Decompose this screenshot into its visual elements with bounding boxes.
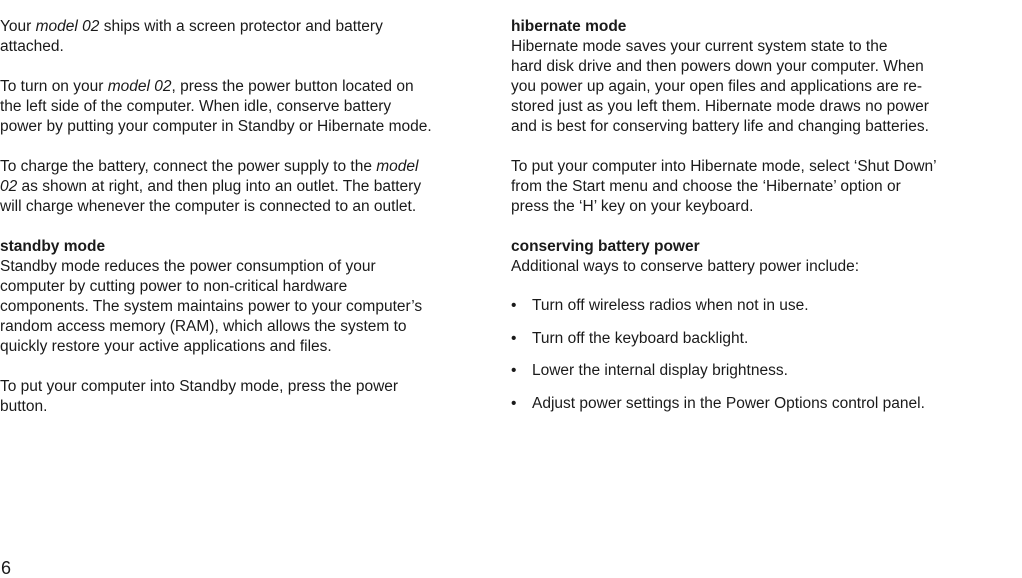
list-item-text: Adjust power settings in the Power Options control panel. <box>532 394 925 412</box>
hibernate-instruction-line: from the Start menu and choose the ‘Hibernate’ option or <box>511 178 901 195</box>
list-item <box>511 361 1001 381</box>
turn-on-paragraph <box>0 77 478 137</box>
hibernate-instruction-line: To put your computer into Hibernate mode, select ‘Shut Down’ <box>511 158 937 175</box>
left-column <box>0 17 478 417</box>
model-name: model 02 <box>107 78 172 95</box>
standby-instruction-line: To put your computer into Standby mode, press the power <box>0 378 399 395</box>
standby-instruction-line: button. <box>0 398 48 415</box>
charge-text-a: To charge the battery, connect the power supply to the <box>0 158 377 175</box>
hibernate-line: you power up again, your open files and applications are re- <box>511 78 923 95</box>
page-number: 6 <box>1 558 12 578</box>
list-item-text: Lower the internal display brightness. <box>532 362 788 379</box>
hibernate-line: Hibernate mode saves your current system state to the <box>511 38 888 55</box>
model-name: model <box>376 158 419 175</box>
turn-on-text-a: To turn on your <box>0 78 108 95</box>
turn-on-line-1 <box>0 77 478 97</box>
conserving-list <box>511 296 1001 414</box>
hibernate-heading: hibernate mode <box>511 18 627 35</box>
right-column <box>511 17 1001 426</box>
hibernate-line: and is best for conserving battery life and changing batteries. <box>511 118 929 135</box>
intro-text-a: Your <box>0 18 36 35</box>
hibernate-line: stored just as you left them. Hibernate mode draws no power <box>511 98 929 115</box>
conserving-intro: Additional ways to conserve battery power include: <box>511 258 860 275</box>
turn-on-line-3: power by putting your computer in Standby or Hibernate mode. <box>0 118 432 135</box>
hibernate-section <box>511 17 1001 137</box>
model-name: 02 <box>0 178 18 195</box>
standby-line: random access memory (RAM), which allows the system to <box>0 318 407 335</box>
bullet-icon: • <box>511 297 517 314</box>
bullet-icon: • <box>511 394 517 412</box>
standby-line: components. The system maintains power to your computer’s <box>0 298 423 315</box>
standby-section <box>0 237 478 357</box>
list-item <box>511 394 1001 414</box>
model-name: model 02 <box>35 18 100 35</box>
intro-text-b: ships with a screen protector and battery <box>99 18 383 35</box>
standby-instruction <box>0 377 478 417</box>
standby-heading: standby mode <box>0 238 106 255</box>
bullet-icon: • <box>511 329 517 347</box>
standby-line: computer by cutting power to non-critical hardware <box>0 278 348 295</box>
turn-on-text-b: , press the power button located on <box>171 78 414 95</box>
standby-line: quickly restore your active applications and files. <box>0 338 332 355</box>
charge-line-2 <box>0 177 478 197</box>
standby-line: Standby mode reduces the power consumption of your <box>0 258 376 275</box>
charge-paragraph <box>0 157 478 217</box>
list-item-text: Turn off the keyboard backlight. <box>532 329 749 347</box>
list-item <box>511 329 1001 349</box>
conserving-section <box>511 237 1001 277</box>
charge-line-1 <box>0 157 478 177</box>
charge-line-3: will charge whenever the computer is connected to an outlet. <box>0 198 417 215</box>
hibernate-line: hard disk drive and then powers down your computer. When <box>511 58 924 75</box>
list-item <box>511 296 1001 316</box>
conserving-heading: conserving battery power <box>511 238 700 255</box>
turn-on-line-2: the left side of the computer. When idle, conserve battery <box>0 98 392 115</box>
intro-paragraph <box>0 17 478 57</box>
hibernate-instruction <box>511 157 1001 217</box>
intro-line-2: attached. <box>0 38 64 55</box>
hibernate-instruction-line: press the ‘H’ key on your keyboard. <box>511 198 754 215</box>
list-item-text: Turn off wireless radios when not in use. <box>532 297 809 314</box>
bullet-icon: • <box>511 362 517 379</box>
charge-text-b: as shown at right, and then plug into an outlet. The battery <box>17 178 422 195</box>
intro-line-1 <box>0 17 478 37</box>
